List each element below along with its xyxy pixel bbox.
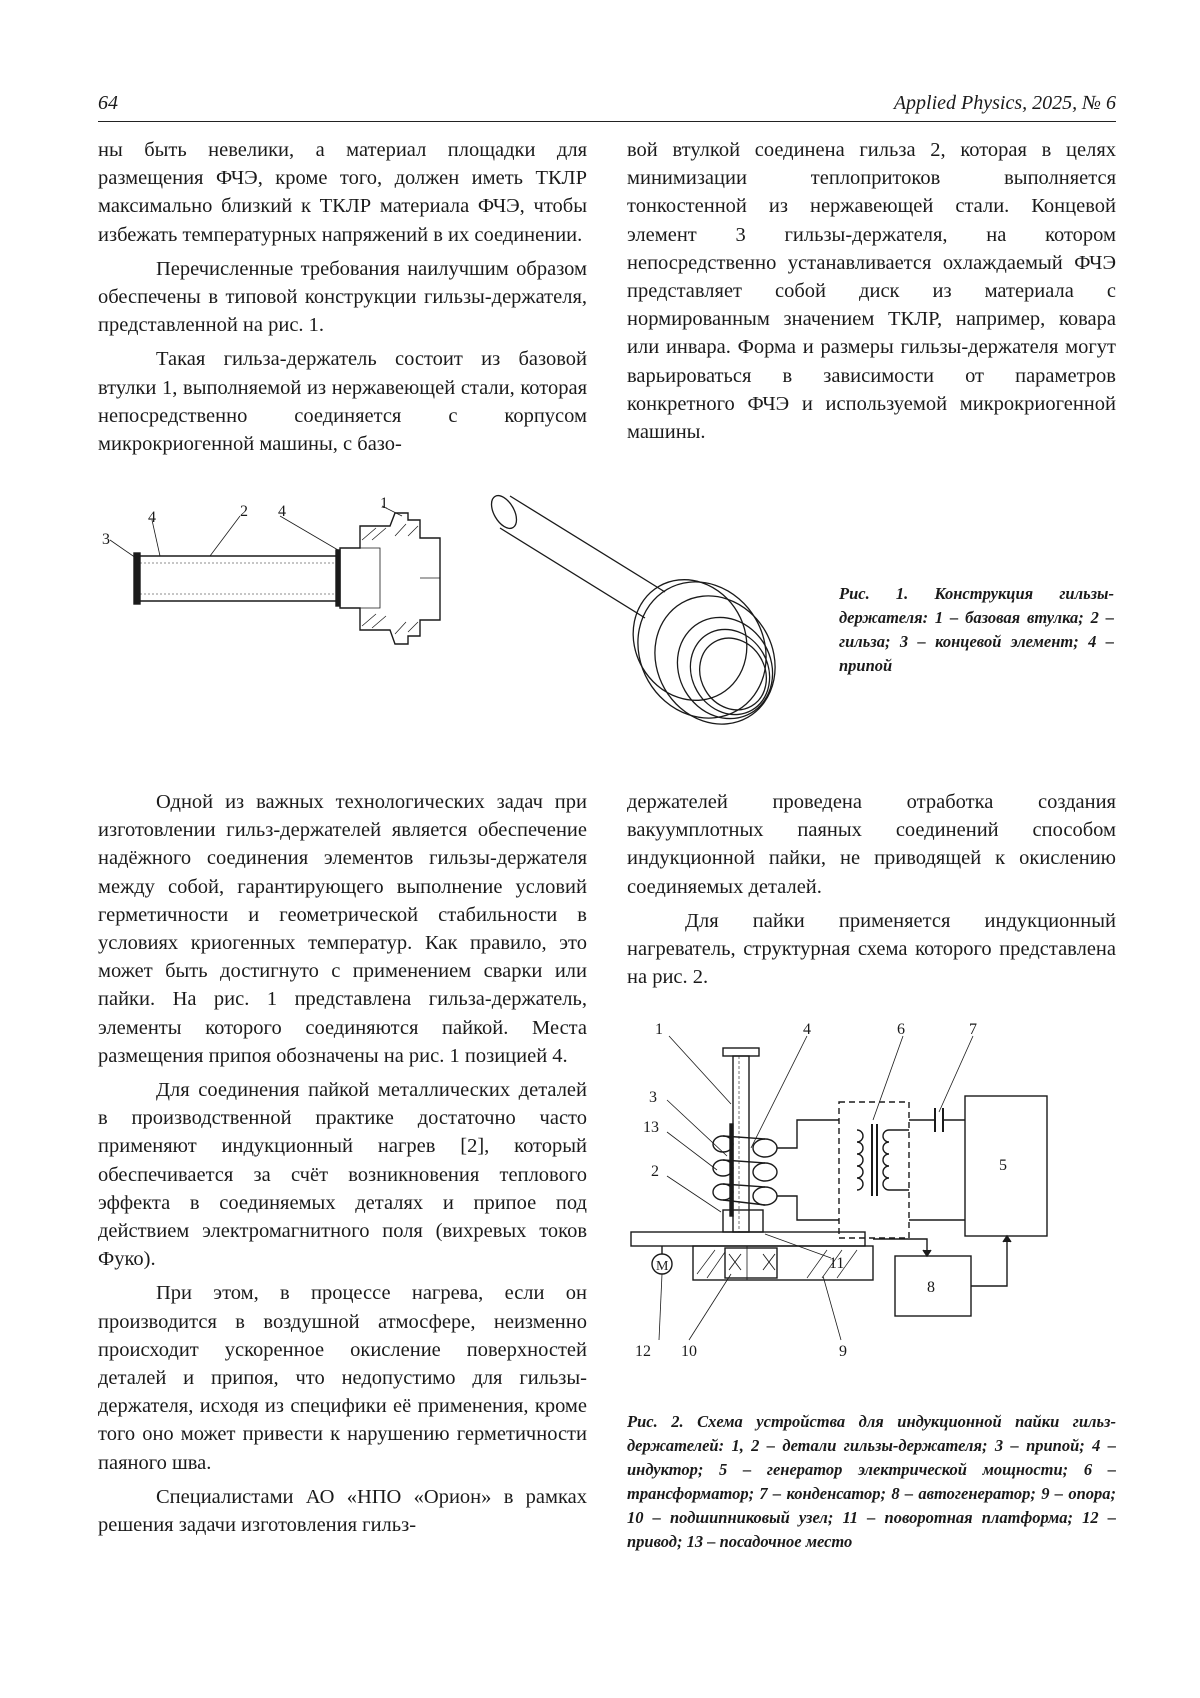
page-number: 64 [98,92,118,114]
figure-2-schematic [627,1021,1116,1394]
figure-1-caption: Рис. 1. Конструкция гильзы-держателя: 1 – базовая втулка; 2 – гильза; 3 – концевой элемент; 4 – припой [839,584,1114,675]
text-column-top-left [98,136,587,464]
sleeve-3d-view [486,491,798,746]
fig1-label-4a: 4 [148,509,156,526]
fig2-label-13: 13 [643,1119,659,1136]
rotary-platform [631,1232,865,1246]
text-column-bottom-right [627,788,1116,997]
fig2-label-4: 4 [803,1021,811,1038]
paragraph: Специалистами АО «НПО «Орион» в рамках решения задачи изготовления гильз- [98,1485,587,1537]
running-header [98,92,1116,122]
text-column-bottom-left [98,788,587,1545]
sleeve-cross-section [110,506,440,644]
fig2-label-8: 8 [927,1279,935,1296]
paragraph: Для пайки применяется индукционный нагреватель, структурная схема которого представлена на рис. 2. [627,909,1116,989]
fig2-label-6: 6 [897,1021,905,1038]
fig2-label-7: 7 [969,1021,977,1038]
journal-title: Applied Physics, 2025, № 6 [893,92,1116,114]
fig2-label-10: 10 [681,1343,697,1360]
paragraph: Перечисленные требования наилучшим образом обеспечены в типовой конструкции гильзы-держателя, представленной на рис. 1. [98,257,587,337]
fig2-label-3: 3 [649,1089,657,1106]
fig1-label-3: 3 [102,531,110,548]
paragraph: Для соединения пайкой металлических деталей в производственной практике достаточно часто применяют индукционный нагрев [2], который обеспечивается за счёт возникновения теплового эффекта в соединяемых деталях и припое под действием электромагнитного поля (вихревых токов Фуко). [98,1079,587,1271]
fig2-label-2: 2 [651,1163,659,1180]
paragraph: Такая гильза-держатель состоит из базовой втулки 1, выполняемой из нержавеющей стали, которая непосредственно соединяется с корпусом микрокриогенной машины, с базо- [98,348,587,456]
fig2-label-1: 1 [655,1021,663,1038]
paragraph: вой втулкой соединена гильза 2, которая в целях минимизации теплопритоков выполняется тонкостенной из нержавеющей стали. Концевой элемент 3 гильзы-держателя, на котором непосредственно устанавливается охлаждаемый ФЧЭ представляет собой диск из материала с нормированным значением ТКЛР, например, ковара или инвара. Форма и размеры гильзы-держателя могут варьироваться в зависимости от параметров конкретного ФЧЭ и используемой микрокриогенной машины. [627,139,1116,444]
holder-base-2 [723,1210,763,1232]
fig1-label-2: 2 [240,503,248,520]
figure-2-caption: Рис. 2. Схема устройства для индукционной пайки гильз-держателей: 1, 2 – детали гильзы-держателя; 3 – припой; 4 – индуктор; 5 – генератор электрической мощности; 6 – трансформатор; 7 – конденсатор; 8 – автогенератор; 9 – опора; 10 – подшипниковый узел; 11 – поворотная платформа; 12 – привод; 13 – посадочное место [627,1412,1116,1551]
motor-label: M [656,1259,669,1274]
paragraph: При этом, в процессе нагрева, если он производится в воздушной атмосфере, неизменно происходит ускоренное окисление поверхностей деталей и припоя, что недопустимо для гильзы-держателя, исходя из специфики её применения, кроме того оно может привести к нарушению герметичности паяного шва. [98,1282,587,1474]
paragraph: Одной из важных технологических задач при изготовлении гильз-держателей является обеспечение надёжного соединения элементов гильзы-держателя между собой, гарантирующего выполнение условий герметичности и геометрической стабильности в условиях криогенных температур. Как правило, это может быть достигнуто с применением сварки или пайки. На рис. 1 представлена гильза-держатель, элементы которого соединяются пайкой. Места размещения припоя обозначены на рис. 1 позицией 4. [98,791,587,1067]
fig2-label-5: 5 [999,1157,1007,1174]
holder-top-flange [723,1048,759,1056]
figure-1-drawings [90,495,830,758]
fig2-label-12: 12 [635,1343,651,1360]
fig1-label-1: 1 [380,495,388,512]
fig2-label-9: 9 [839,1343,847,1360]
paragraph: держателей проведена отработка создания вакуумплотных паяных соединений способом индукционной пайки, не приводящей к окислению соединяемых деталей. [627,791,1116,898]
support-base [693,1246,873,1280]
transformer-box [839,1102,909,1238]
holder-tube [733,1056,749,1232]
fig2-label-11: 11 [829,1255,845,1272]
paragraph: ны быть невелики, а материал площадки для размещения ФЧЭ, кроме того, должен иметь ТКЛР максимально близкий к ТКЛР материала ФЧЭ, чтобы избежать температурных напряжений в их соединении. [98,139,587,246]
text-column-top-right [627,136,1116,452]
fig1-label-4b: 4 [278,503,286,520]
